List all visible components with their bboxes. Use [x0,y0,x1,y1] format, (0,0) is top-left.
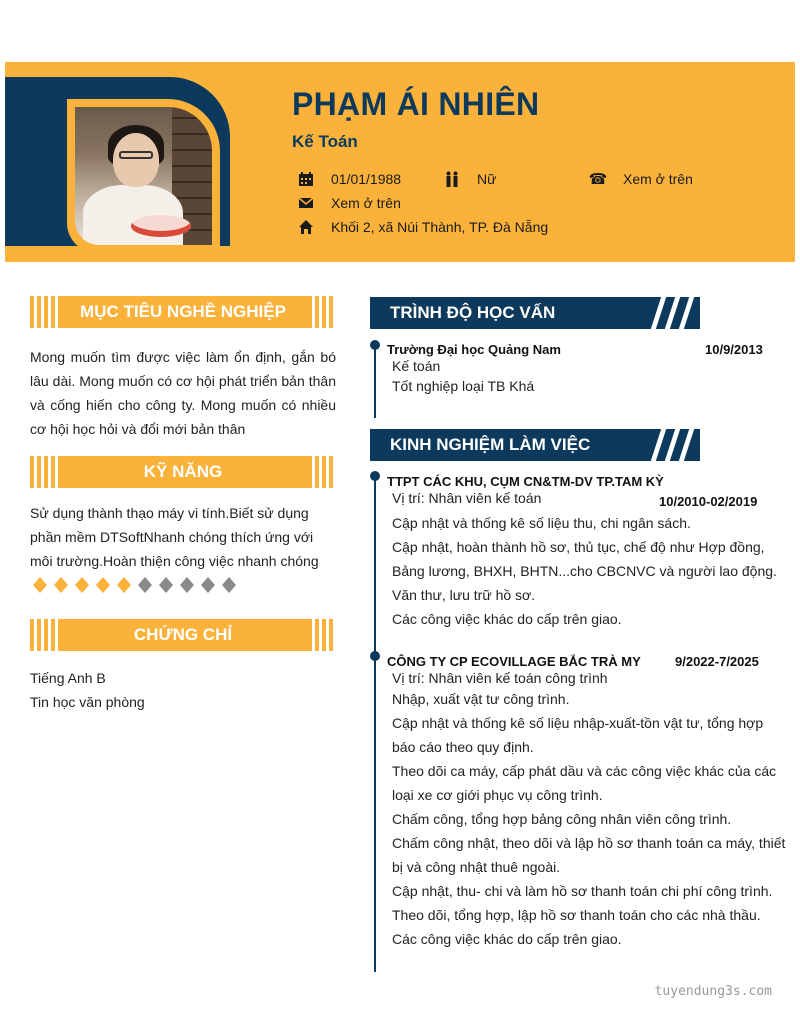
experience-timeline [374,476,376,972]
experience-title-bar [370,429,700,461]
job-task: Cập nhật và thống kê số liệu thu, chi ngân sách. [392,515,691,531]
timeline-dot [370,471,380,481]
certificate-item: Tin học văn phòng [30,694,145,710]
skills-title-bar [30,456,336,488]
skill-rating [33,577,236,591]
education-timeline [374,345,376,418]
rating-diamond-filled-icon [75,577,89,591]
address-info [297,219,548,235]
education-result: Tốt nghiệp loại TB Khá [392,378,535,394]
job-date: 10/2010-02/2019 [659,494,758,509]
objective-title: MỤC TIÊU NGHỀ NGHIỆP [80,302,286,321]
education-title: TRÌNH ĐỘ HỌC VẤN [390,303,556,322]
job-task: Các công việc khác do cấp trên giao. [392,931,622,947]
job-task: Nhập, xuất vật tư công trình. [392,691,570,707]
job-position: Vị trí: Nhân viên kế toán [392,490,542,506]
education-school: Trường Đại học Quảng Nam [387,342,561,357]
email-value: Xem ở trên [331,195,401,211]
cv-header [5,62,795,262]
skills-text: Sử dụng thành thạo máy vi tính.Biết sử dụng phần mềm DTSoftNhanh chóng thích ứng với môi trường.Hoàn thiện công việc nhanh chóng [30,505,319,569]
home-icon [297,219,315,235]
candidate-name: PHẠM ÁI NHIÊN [292,86,540,122]
job-task: Cập nhật và thống kê số liệu nhập-xuất-tồn vật tư, tổng hợp báo cáo theo quy định. [392,715,764,755]
photo-frame [5,77,230,246]
phone-icon: ☎ [588,171,608,188]
gender-value: Nữ [477,171,497,187]
job-task: Cập nhật, hoàn thành hồ sơ, thủ tục, chế độ như Hợp đồng, Bảng lương, BHXH, BHTN...cho CBCNVC và người lao động. [392,539,777,579]
email-info [297,195,401,211]
job-title: Kế Toán [292,132,358,151]
photo-border [67,99,220,253]
address-value: Khối 2, xã Núi Thành, TP. Đà Nẵng [331,219,549,235]
rating-diamond-empty-icon [138,577,152,591]
rating-diamond-filled-icon [54,577,68,591]
education-date: 10/9/2013 [705,342,763,357]
job-task: Theo dõi, tổng hợp, lập hồ sơ thanh toán cho các nhà thầu. [392,907,761,923]
birthday-value: 01/01/1988 [331,171,402,187]
experience-title: KINH NGHIỆM LÀM VIỆC [390,435,591,454]
job-date: 9/2022-7/2025 [675,654,759,669]
rating-diamond-filled-icon [96,577,110,591]
phone-value: Xem ở trên [623,171,693,187]
certificate-item: Tiếng Anh B [30,670,106,686]
timeline-dot [370,340,380,350]
watermark: tuyendung3s.com [654,984,772,999]
job-task: Chấm công nhật, theo dõi và lập hồ sơ thanh toán ca máy, thiết bị và công nhật thuê ngoài. [392,835,786,875]
calendar-icon [297,171,315,187]
rating-diamond-empty-icon [159,577,173,591]
job-company: TTPT CÁC KHU, CỤM CN&TM-DV TP.TAM KỲ [387,474,664,489]
certificates-title-bar [30,619,336,651]
rating-diamond-empty-icon [201,577,215,591]
job-task: Chấm công, tổng hợp bảng công nhân viên công trình. [392,811,732,827]
education-major: Kế toán [392,358,441,374]
job-company: CÔNG TY CP ECOVILLAGE BẮC TRÀ MY [387,654,641,669]
rating-diamond-empty-icon [222,577,236,591]
timeline-dot [370,651,380,661]
job-position: Vị trí: Nhân viên kế toán công trình [392,670,608,686]
job-task: Cập nhật, thu- chi và làm hồ sơ thanh toán chi phí công trình. [392,883,773,899]
job-task: Các công việc khác do cấp trên giao. [392,611,622,627]
job-task: Theo dõi ca máy, cấp phát dầu và các công việc khác của các loại xe cơ giới phục vụ công trình. [392,763,777,803]
people-icon [443,171,461,187]
education-title-bar [370,297,700,329]
certificates-title: CHỨNG CHỈ [133,625,233,644]
objective-text: Mong muốn tìm được việc làm ổn định, gắn bó lâu dài. Mong muốn có cơ hội phát triển bản thân và cống hiến cho công ty. Mong muốn có nhiều cơ hội học hỏi và đổi mới bản thân [30,349,336,437]
job-task-list [392,687,787,951]
job-task: Văn thư, lưu trữ hồ sơ. [392,587,536,603]
phone-info [589,171,693,187]
gender-info [443,171,496,187]
job-task-list [392,511,787,631]
rating-diamond-empty-icon [180,577,194,591]
birthday-info [297,171,401,187]
rating-diamond-filled-icon [117,577,131,591]
objective-title-bar [30,296,336,328]
skills-title: KỸ NĂNG [143,462,223,481]
envelope-icon [297,195,315,211]
rating-diamond-filled-icon [33,577,47,591]
profile-photo [75,107,212,245]
